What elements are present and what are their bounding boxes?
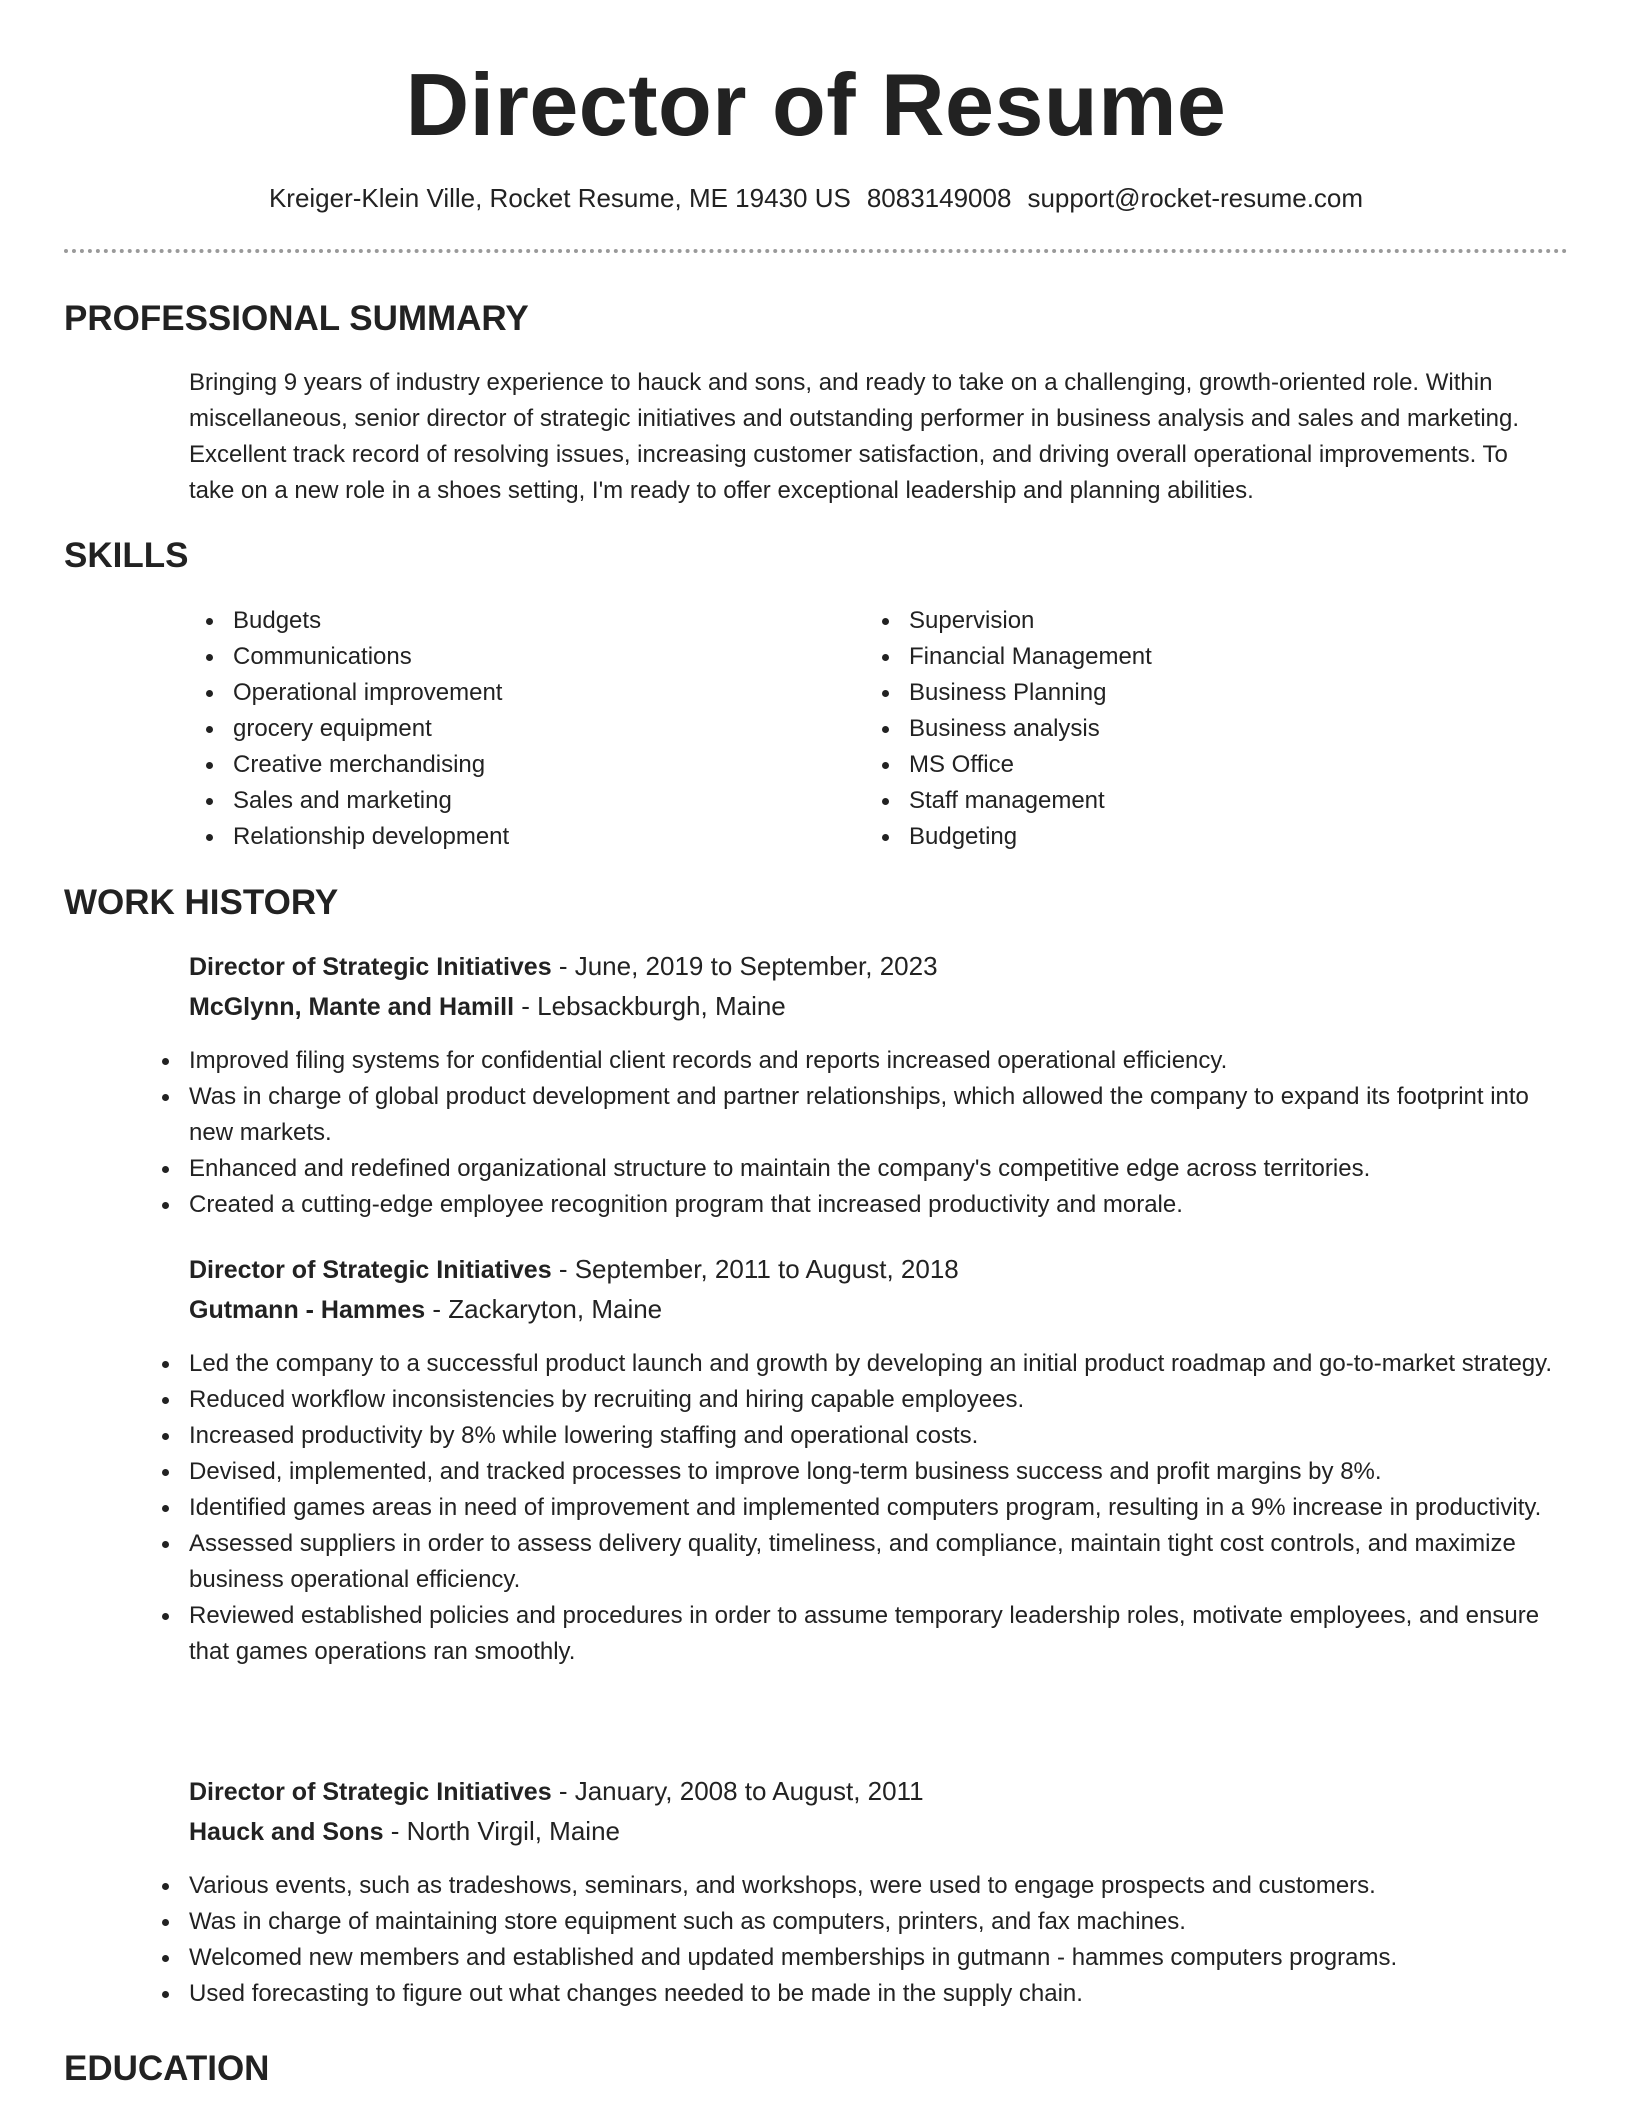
skill-item: MS Office bbox=[865, 747, 1505, 783]
skill-item: Financial Management bbox=[865, 639, 1505, 675]
contact-email: support@rocket-resume.com bbox=[1027, 183, 1364, 213]
summary-heading: PROFESSIONAL SUMMARY bbox=[64, 299, 529, 338]
job-entry bbox=[189, 947, 1561, 1223]
job-title-line bbox=[189, 1250, 1561, 1290]
contact-phone: 8083149008 bbox=[866, 183, 1012, 213]
job-entry bbox=[189, 1772, 1561, 2012]
summary-text: Bringing 9 years of industry experience to hauck and sons, and ready to take on a challenging, growth-oriented role. Within miscellaneous, senior director of strategic initiatives and outstanding performer in business analysis and sales and marketing. Excellent track record of resolving issues, increasing customer satisfaction, and driving overall operational improvements. To take on a new role in a shoes setting, I'm ready to offer exceptional leadership and planning abilities. bbox=[189, 369, 1520, 504]
job-company: Gutmann - Hammes bbox=[189, 1296, 426, 1324]
job-role: Director of Strategic Initiatives bbox=[189, 953, 552, 981]
skill-item: Budgets bbox=[189, 603, 829, 639]
job-bullet: Various events, such as tradeshows, seminars, and workshops, were used to engage prospects and customers. bbox=[145, 1868, 1561, 1904]
job-bullets bbox=[145, 1346, 1561, 1670]
skill-item: grocery equipment bbox=[189, 711, 829, 747]
skill-item: Business Planning bbox=[865, 675, 1505, 711]
job-bullet: Reviewed established policies and procedures in order to assume temporary leadership roles, motivate employees, and ensure that games operations ran smoothly. bbox=[145, 1598, 1561, 1670]
skill-item: Creative merchandising bbox=[189, 747, 829, 783]
job-dates: - September, 2011 to August, 2018 bbox=[551, 1254, 959, 1284]
job-company: McGlynn, Mante and Hamill bbox=[189, 993, 515, 1021]
education-heading: EDUCATION bbox=[64, 2049, 270, 2088]
job-bullet: Assessed suppliers in order to assess delivery quality, timeliness, and compliance, maintain tight cost controls, and maximize business operational efficiency. bbox=[145, 1526, 1561, 1598]
job-title-line bbox=[189, 947, 1561, 987]
job-location: - North Virgil, Maine bbox=[383, 1816, 620, 1846]
job-bullet: Created a cutting-edge employee recognition program that increased productivity and morale. bbox=[145, 1187, 1561, 1223]
skill-item: Staff management bbox=[865, 783, 1505, 819]
job-role: Director of Strategic Initiatives bbox=[189, 1256, 552, 1284]
job-dates: - January, 2008 to August, 2011 bbox=[551, 1776, 924, 1806]
job-location: - Zackaryton, Maine bbox=[425, 1294, 663, 1324]
skill-item: Relationship development bbox=[189, 819, 829, 855]
skill-item: Supervision bbox=[865, 603, 1505, 639]
resume-name: Director of Resume bbox=[405, 55, 1227, 154]
skills-list-right bbox=[865, 603, 1505, 855]
skills-heading: SKILLS bbox=[64, 536, 189, 575]
job-bullet: Increased productivity by 8% while lowering staffing and operational costs. bbox=[145, 1418, 1561, 1454]
job-bullet: Led the company to a successful product launch and growth by developing an initial product roadmap and go-to-market strategy. bbox=[145, 1346, 1561, 1382]
skill-item: Business analysis bbox=[865, 711, 1505, 747]
job-bullet: Improved filing systems for confidential client records and reports increased operational efficiency. bbox=[145, 1043, 1561, 1079]
job-bullet: Reduced workflow inconsistencies by recruiting and hiring capable employees. bbox=[145, 1382, 1561, 1418]
job-bullet: Was in charge of maintaining store equipment such as computers, printers, and fax machines. bbox=[145, 1904, 1561, 1940]
job-bullet: Welcomed new members and established and updated memberships in gutmann - hammes computers programs. bbox=[145, 1940, 1561, 1976]
skills-list-left bbox=[189, 603, 829, 855]
work-history-heading: WORK HISTORY bbox=[64, 883, 339, 922]
header-divider bbox=[64, 249, 1568, 253]
contact-address: Kreiger-Klein Ville, Rocket Resume, ME 19430 US bbox=[268, 183, 851, 213]
job-title-line bbox=[189, 1772, 1561, 1812]
job-company-line bbox=[189, 987, 1561, 1027]
job-location: - Lebsackburgh, Maine bbox=[514, 991, 786, 1021]
job-bullet: Used forecasting to figure out what changes needed to be made in the supply chain. bbox=[145, 1976, 1561, 2012]
job-company-line bbox=[189, 1812, 1561, 1852]
job-bullet: Was in charge of global product development and partner relationships, which allowed the company to expand its footprint into new markets. bbox=[145, 1079, 1561, 1151]
job-company-line bbox=[189, 1290, 1561, 1330]
job-dates: - June, 2019 to September, 2023 bbox=[551, 951, 938, 981]
job-bullet: Devised, implemented, and tracked processes to improve long-term business success and profit margins by 8%. bbox=[145, 1454, 1561, 1490]
skill-item: Budgeting bbox=[865, 819, 1505, 855]
job-entry bbox=[189, 1250, 1561, 1670]
job-bullets bbox=[145, 1043, 1561, 1223]
job-bullet: Identified games areas in need of improvement and implemented computers program, resulting in a 9% increase in productivity. bbox=[145, 1490, 1561, 1526]
job-role: Director of Strategic Initiatives bbox=[189, 1778, 552, 1806]
skill-item: Operational improvement bbox=[189, 675, 829, 711]
skill-item: Communications bbox=[189, 639, 829, 675]
contact-line bbox=[0, 178, 1632, 218]
job-bullet: Enhanced and redefined organizational structure to maintain the company's competitive edge across territories. bbox=[145, 1151, 1561, 1187]
skill-item: Sales and marketing bbox=[189, 783, 829, 819]
job-company: Hauck and Sons bbox=[189, 1818, 384, 1846]
job-bullets bbox=[145, 1868, 1561, 2012]
